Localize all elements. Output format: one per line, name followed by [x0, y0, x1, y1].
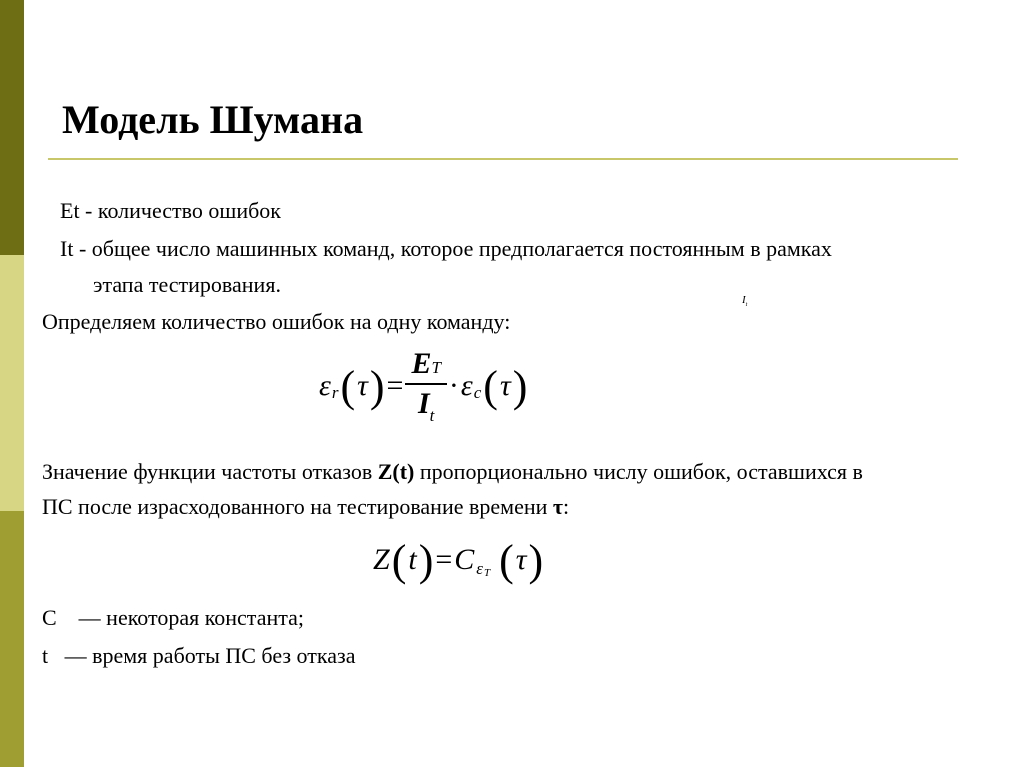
- slide-title: Модель Шумана: [62, 97, 364, 142]
- time-t-definition: t — время работы ПС без отказа: [42, 643, 356, 668]
- title-underline: [48, 158, 958, 160]
- errors-per-command-text: Определяем количество ошибок на одну команду:: [42, 309, 511, 334]
- it-definition-line1: It - общее число машинных команд, которое предполагается постоянным в рамках: [60, 236, 832, 261]
- fraction-et-over-it: $\frac{ET}{I_t}$: [405, 347, 446, 426]
- it-definition-line2: этапа тестирования.: [93, 272, 281, 297]
- failure-rate-formula: Z ( t ) = C ε T ( τ ): [373, 535, 544, 585]
- errors-per-command-formula: ε r ( τ ) = $\frac{ET}{I_t}$ · ε c ( τ ): [319, 346, 528, 425]
- et-definition: Et - количество ошибок: [60, 198, 281, 223]
- accent-bar-bottom: [0, 511, 24, 767]
- failure-rate-description-line1: Значение функции частоты отказов Z(t) пропорционально числу ошибок, оставшихся в: [42, 459, 863, 484]
- accent-bar-middle: [0, 255, 24, 511]
- failure-rate-description-line2: ПС после израсходованного на тестирование времени τ:: [42, 494, 570, 519]
- accent-bar-top: [0, 0, 24, 255]
- stray-it-label: $I_t$: [742, 294, 748, 308]
- constant-c-definition: C — некоторая константа;: [42, 605, 304, 630]
